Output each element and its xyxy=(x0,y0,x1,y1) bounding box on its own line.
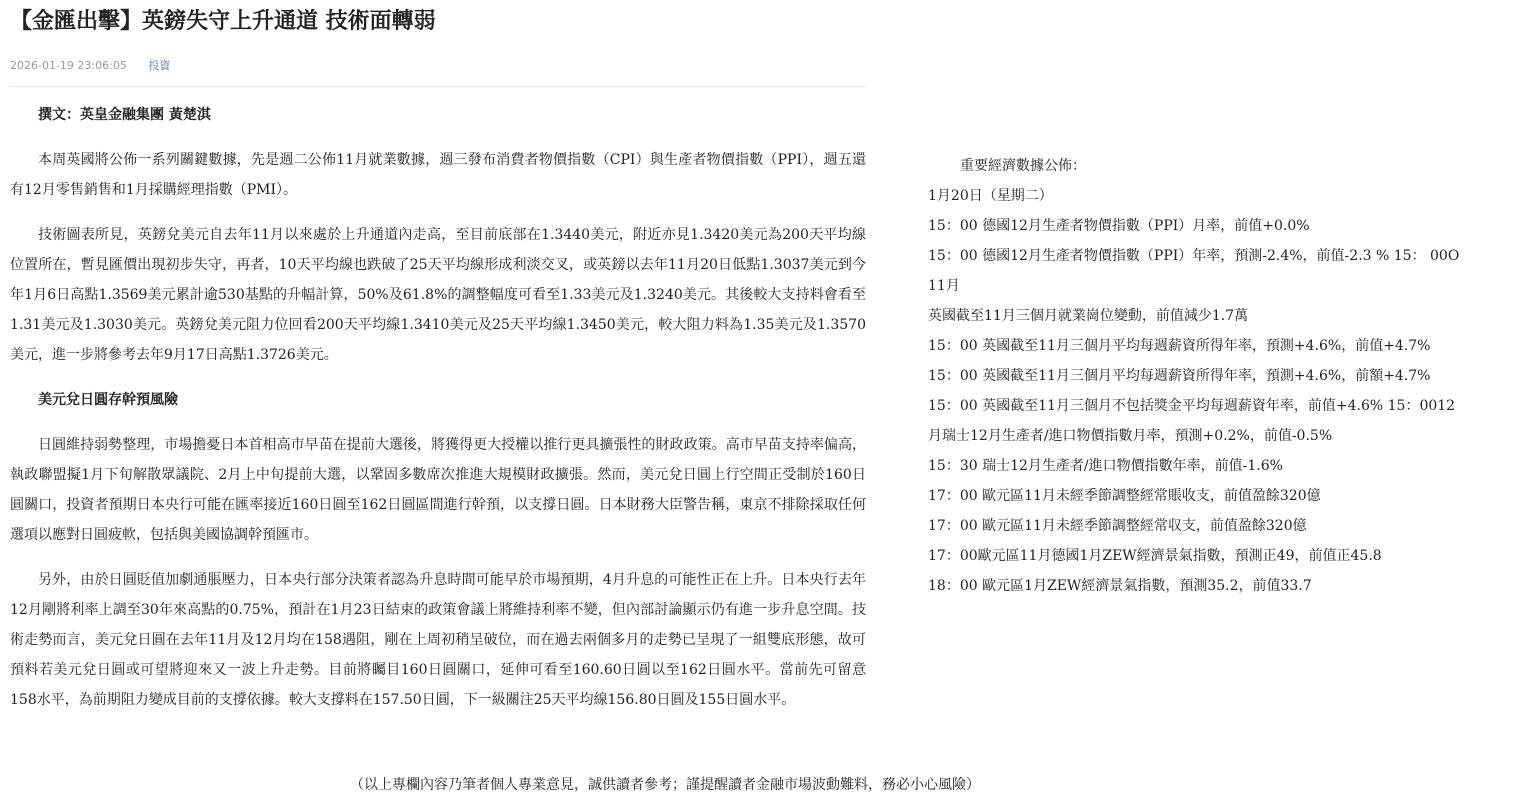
calendar-item: 11月 xyxy=(928,278,960,294)
body-paragraph: 另外，由於日圓貶值加劇通脹壓力，日本央行部分決策者認為升息時間可能早於市場預期，4月升息的可能性正在上升。日本央行去年12月剛將利率上調至30年來高點的0.75%，預計在1月23日結束的政策會議上將維持利率不變，但內部討論顯示仍有進一步升息空間。技術走勢而言，美元兌日圓在去年11月及12月均在158遇阻，剛在上周初稍呈破位，而在過去兩個多月的走勢已呈現了一組雙底形態，故可預料若美元兌日圓或可望將迎來又一波上升走勢。目前將矚目160日圓關口，延伸可看至160.60日圓以至162日圓水平。當前先可留意158水平，為前期阻力變成目前的支撐依據。較大支撐料在157.50日圓，下一級關注25天平均線156.80日圓及155日圓水平。 xyxy=(10,572,866,708)
calendar-item: 15：00 英國截至11月三個月平均每週薪資所得年率，預測+4.6%，前值+4.7% xyxy=(928,338,1431,354)
calendar-item: 15：00 德國12月生產者物價指數（PPI）月率，前值+0.0% xyxy=(928,218,1310,234)
author-line: 撰文：英皇金融集團 黃楚淇 xyxy=(38,107,211,123)
body-paragraph: 日圓維持弱勢整理，市場擔憂日本首相高市早苗在提前大選後，將獲得更大授權以推行更具擴張性的財政政策。高市早苗支持率偏高，執政聯盟擬1月下旬解散眾議院、2月上中旬提前大選，以鞏固多數席次推進大規模財政擴張。然而，美元兌日圓上行空間正受制於160日圓關口，投資者預期日本央行可能在匯率接近160日圓至162日圓區間進行幹預，以支撐日圓。日本財務大臣警告稱，東京不排除採取任何選項以應對日圓疲軟，包括與美國協調幹預匯市。 xyxy=(10,437,866,543)
article-title: 【金匯出擊】英鎊失守上升通道 技術面轉弱 xyxy=(10,9,436,34)
calendar-item: 17：00 歐元區11月未經季節調整經常収支，前值盈餘320億 xyxy=(928,518,1307,534)
calendar-item: 1月20日（星期二） xyxy=(928,188,1053,204)
calendar-list xyxy=(928,181,1518,601)
calendar-item: 15：30 瑞士12月生產者/進口物價指數年率，前值-1.6% xyxy=(928,458,1283,474)
calendar-item: 17：00 歐元區11月未經季節調整經常賬收支，前值盈餘320億 xyxy=(928,488,1321,504)
economic-calendar xyxy=(928,151,1518,601)
calendar-item: 15：00 英國截至11月三個月平均每週薪資所得年率，預測+4.6%，前額+4.7% xyxy=(928,368,1431,384)
calendar-item: 英國截至11月三個月就業崗位變動，前值減少1.7萬 xyxy=(928,308,1249,324)
calendar-item: 18：00 歐元區1月ZEW經濟景氣指數，預測35.2，前值33.7 xyxy=(928,578,1312,594)
calendar-item: 15：00 德國12月生產者物價指數（PPI）年率，預測-2.4%，前值-2.3 % 15： 00O xyxy=(928,248,1460,264)
calendar-heading: 重要經濟數據公佈： xyxy=(960,158,1086,174)
article-body xyxy=(10,100,866,730)
article-meta xyxy=(10,57,170,73)
disclaimer: （以上專欄內容乃筆者個人專業意見，誠供讀者參考；謹提醒讀者金融市場波動難料，務必小心風險） xyxy=(350,777,980,793)
section-subheading: 美元兌日圓存幹預風險 xyxy=(38,392,178,408)
calendar-item: 17：00歐元區11月德國1月ZEW經濟景氣指數，預測正49，前值正45.8 xyxy=(928,548,1382,564)
body-paragraph: 技術圖表所見，英鎊兌美元自去年11月以來處於上升通道內走高，至目前底部在1.3440美元，附近亦見1.3420美元為200天平均線位置所在，暫見匯價出現初步失守，再者，10天平均線也跌破了25天平均線形成利淡交叉，或英鎊以去年11月20日低點1.3037美元到今年1月6日高點1.3569美元累計逾530基點的升幅計算，50%及61.8%的調整幅度可看至1.33美元及1.3240美元。其後較大支持料會看至1.31美元及1.3030美元。英鎊兌美元阻力位回看200天平均線1.3410美元及25天平均線1.3450美元，較大阻力料為1.35美元及1.3570美元，進一步將參考去年9月17日高點1.3726美元。 xyxy=(10,227,866,363)
body-paragraph: 本周英國將公佈一系列關鍵數據，先是週二公佈11月就業數據，週三發布消費者物價指數（CPI）與生產者物價指數（PPI），週五還有12月零售銷售和1月採購經理指數（PMI）。 xyxy=(10,152,866,198)
category-link[interactable]: 投資 xyxy=(148,59,171,72)
title-divider xyxy=(10,86,866,87)
publish-datetime: 2026-01-19 23:06:05 xyxy=(10,59,127,72)
calendar-item: 15：00 英國截至11月三個月不包括獎金平均每週薪資年率，前值+4.6% 15：0012 xyxy=(928,398,1456,414)
calendar-item: 月瑞士12月生產者/進口物價指數月率，預測+0.2%，前值-0.5% xyxy=(928,428,1333,444)
